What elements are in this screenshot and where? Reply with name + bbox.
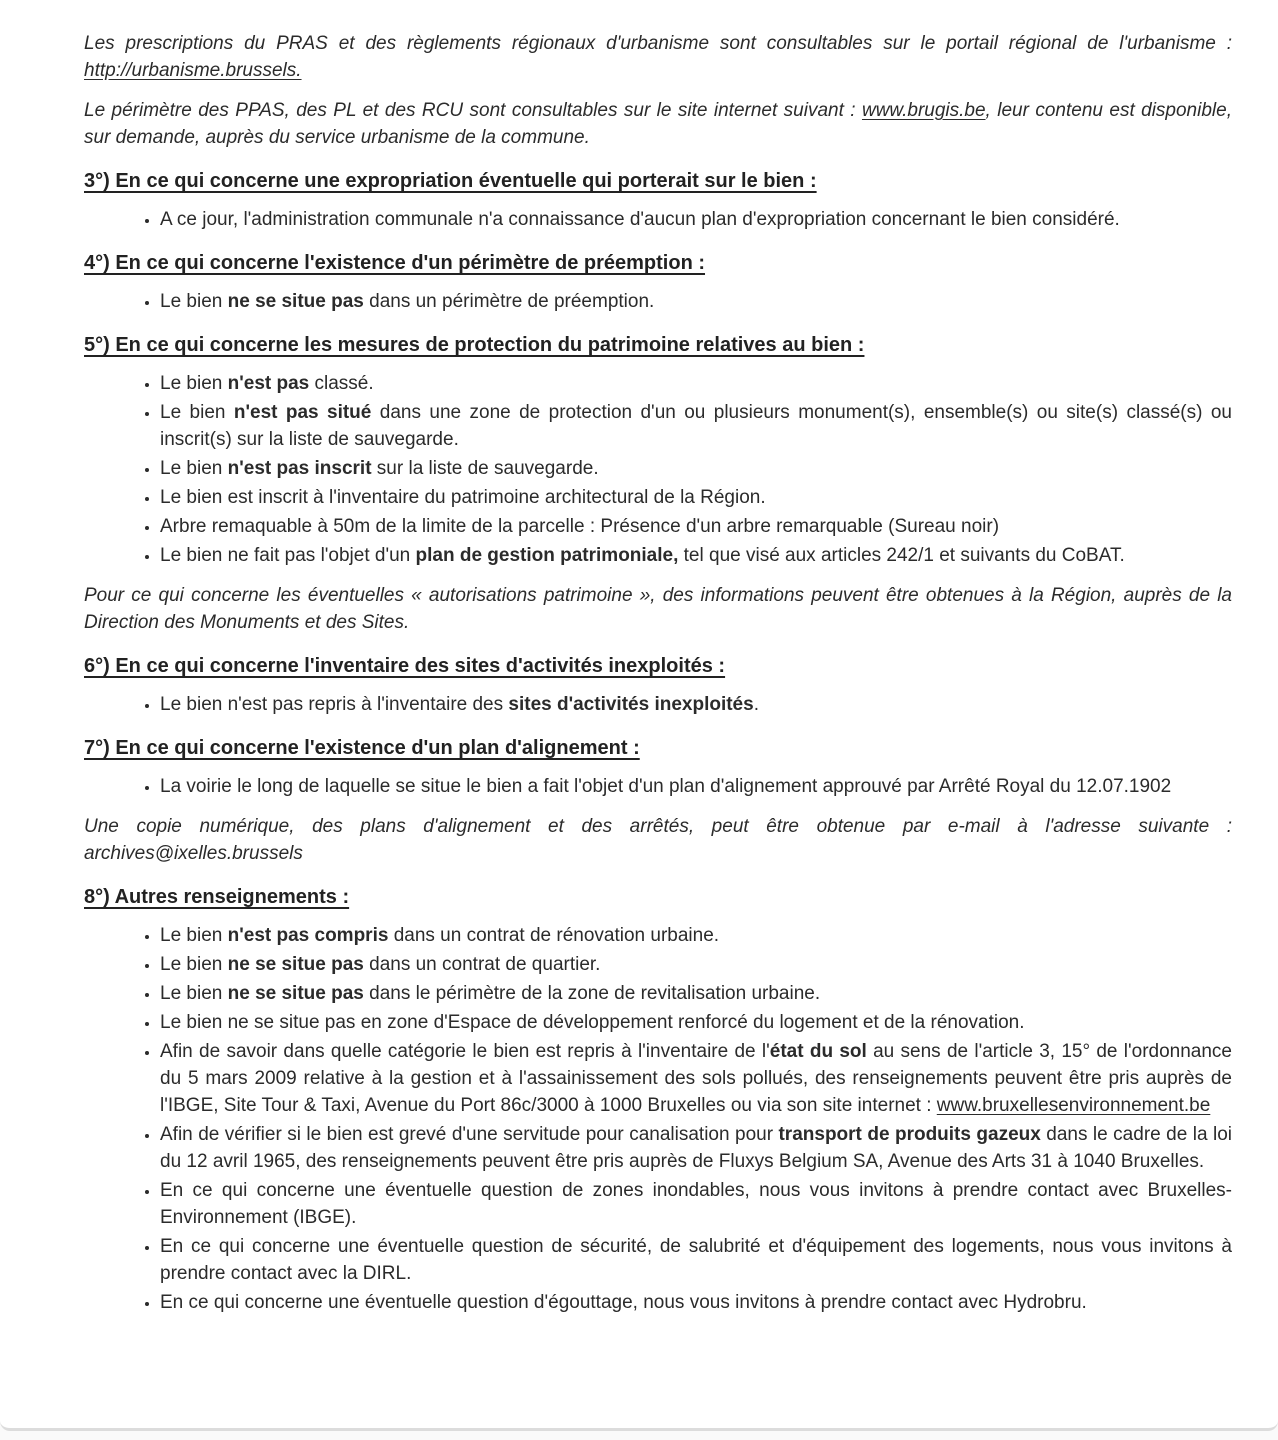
text-run: ne se situe pas [227, 954, 364, 975]
text-run: Le bien [160, 925, 228, 946]
text-run: En ce qui concerne une éventuelle question de sécurité, de salubrité et d'équipement des logements, nous vous invitons à prendre contact avec la DIRL. [160, 1236, 1232, 1284]
list-item [160, 773, 1232, 800]
text-run: tel que visé aux articles 242/1 et suivants du CoBAT. [678, 545, 1125, 566]
section-heading-text: 4°) En ce qui concerne l'existence d'un périmètre de préemption : [84, 252, 706, 274]
list-item [160, 206, 1232, 233]
list-item [160, 980, 1232, 1007]
bullets-preemption [84, 288, 1232, 315]
bullets-patrimoine [84, 370, 1232, 569]
text-run: n'est pas inscrit [227, 458, 372, 479]
text-run: Le bien [160, 373, 228, 394]
text-run: Afin de vérifier si le bien est grevé d'une servitude pour canalisation pour [160, 1124, 779, 1145]
bullets-expropriation [84, 206, 1232, 233]
heading-plan-alignement [84, 735, 1232, 762]
paragraph-pras [84, 30, 1232, 84]
text-run: Le périmètre des PPAS, des PL et des RCU sont consultables sur le site internet suivant : [84, 100, 862, 121]
heading-autres-renseignements [84, 884, 1232, 911]
text-run: état du sol [769, 1041, 867, 1062]
list-item [160, 1177, 1232, 1231]
section-heading-text: 5°) En ce qui concerne les mesures de protection du patrimoine relatives au bien : [84, 334, 865, 356]
text-run: au sens de l'article 3, 15° de l'ordonnance du 5 mars 2009 relative à la gestion et à l'assainissement des sols pollués, des renseignements peuvent être pris auprès de l'IBGE, Site Tour & Taxi, Avenue du Port 86c/3000 à 1000 Bruxelles ou via son site internet : [160, 1041, 1232, 1116]
text-run: Le bien ne fait pas l'objet d'un [160, 545, 416, 566]
list-item [160, 1009, 1232, 1036]
text-run: Les prescriptions du PRAS et des règlements régionaux d'urbanisme sont consultables sur le portail régional de l'urbanisme : [84, 33, 1232, 54]
list-item [160, 951, 1232, 978]
link-bruxellesenvironnement: www.bruxellesenvironnement.be [936, 1095, 1211, 1116]
text-run: dans le périmètre de la zone de revitalisation urbaine. [363, 983, 821, 1004]
text-run: Le bien n'est pas repris à l'inventaire des [160, 694, 509, 715]
text-run: Le bien [160, 983, 228, 1004]
text-run: n'est pas [227, 373, 310, 394]
text-run: n'est pas situé [233, 402, 372, 423]
text-run: classé. [309, 373, 374, 394]
text-run: transport de produits gazeux [778, 1124, 1041, 1145]
text-run: dans une zone de protection d'un ou plusieurs monument(s), ensemble(s) ou site(s) classé(s) ou inscrit(s) sur la liste de sauvegarde. [160, 402, 1232, 450]
list-item [160, 455, 1232, 482]
link-brugis: www.brugis.be [861, 100, 986, 121]
text-run: sur la liste de sauvegarde. [371, 458, 599, 479]
text-run: sites d'activités inexploités [508, 694, 754, 715]
text-run: ne se situe pas [227, 291, 364, 312]
text-run: n'est pas compris [227, 925, 389, 946]
list-item [160, 288, 1232, 315]
text-run: dans un contrat de quartier. [363, 954, 601, 975]
text-run: , leur contenu est disponible, sur demande, auprès du service urbanisme de la commune. [84, 100, 1232, 148]
section-heading-text: 8°) Autres renseignements : [84, 886, 350, 908]
list-item [160, 1121, 1232, 1175]
heading-preemption [84, 250, 1232, 277]
text-run: En ce qui concerne une éventuelle question d'égouttage, nous vous invitons à prendre contact avec Hydrobru. [160, 1292, 1087, 1313]
text-run: plan de gestion patrimoniale, [415, 545, 679, 566]
list-item [160, 1038, 1232, 1119]
text-run: Le bien ne se situe pas en zone d'Espace de développement renforcé du logement et de la rénovation. [160, 1012, 1025, 1033]
text-run: dans un périmètre de préemption. [363, 291, 655, 312]
text-run: dans un contrat de rénovation urbaine. [388, 925, 720, 946]
list-item [160, 542, 1232, 569]
list-item [160, 1289, 1232, 1316]
bullets-plan-alignement [84, 773, 1232, 800]
text-run: Le bien [160, 291, 228, 312]
text-run: Le bien [160, 402, 234, 423]
bullets-autres-renseignements [84, 922, 1232, 1316]
section-heading-text: 7°) En ce qui concerne l'existence d'un plan d'alignement : [84, 737, 640, 759]
list-item [160, 399, 1232, 453]
text-run: Le bien [160, 458, 228, 479]
list-item [160, 370, 1232, 397]
text-run: A ce jour, l'administration communale n'a connaissance d'aucun plan d'expropriation concernant le bien considéré. [160, 209, 1120, 230]
heading-sites-inexploites [84, 653, 1232, 680]
list-item [160, 922, 1232, 949]
text-run: En ce qui concerne une éventuelle question de zones inondables, nous vous invitons à prendre contact avec Bruxelles-Environnement (IBGE). [160, 1180, 1232, 1228]
paragraph-autorisations-patrimoine [84, 582, 1232, 636]
list-item [160, 1233, 1232, 1287]
bullets-sites-inexploites [84, 691, 1232, 718]
paragraph-ppas [84, 97, 1232, 151]
text-run: Une copie numérique, des plans d'alignement et des arrêtés, peut être obtenue par e-mail à l'adresse suivante : archives@ixelles.brussels [84, 816, 1232, 864]
text-run: . [753, 694, 759, 715]
list-item [160, 691, 1232, 718]
paragraph-copie-numerique [84, 813, 1232, 867]
text-run: La voirie le long de laquelle se situe le bien a fait l'objet d'un plan d'alignement approuvé par Arrêté Royal du 12.07.1902 [160, 776, 1172, 797]
list-item [160, 513, 1232, 540]
text-run: ne se situe pas [227, 983, 364, 1004]
text-run: Le bien [160, 954, 228, 975]
heading-expropriation [84, 168, 1232, 195]
text-run: Arbre remaquable à 50m de la limite de la parcelle : Présence d'un arbre remarquable (Sureau noir) [160, 516, 1000, 537]
text-run: dans le cadre de la loi du 12 avril 1965, des renseignements peuvent être pris auprès de Fluxys Belgium SA, Avenue des Arts 31 à 1040 Bruxelles. [160, 1124, 1233, 1172]
heading-patrimoine [84, 332, 1232, 359]
link-urbanisme-brussels: http://urbanisme.brussels. [84, 60, 302, 81]
text-run: Le bien est inscrit à l'inventaire du patrimoine architectural de la Région. [160, 487, 766, 508]
list-item [160, 484, 1232, 511]
text-run: Afin de savoir dans quelle catégorie le bien est repris à l'inventaire de l' [160, 1041, 770, 1062]
section-heading-text: 3°) En ce qui concerne une expropriation éventuelle qui porterait sur le bien : [84, 170, 817, 192]
text-run: Pour ce qui concerne les éventuelles « autorisations patrimoine », des informations peuvent être obtenues à la Région, auprès de la Direction des Monuments et des Sites. [84, 585, 1232, 633]
section-heading-text: 6°) En ce qui concerne l'inventaire des sites d'activités inexploités : [84, 655, 726, 677]
